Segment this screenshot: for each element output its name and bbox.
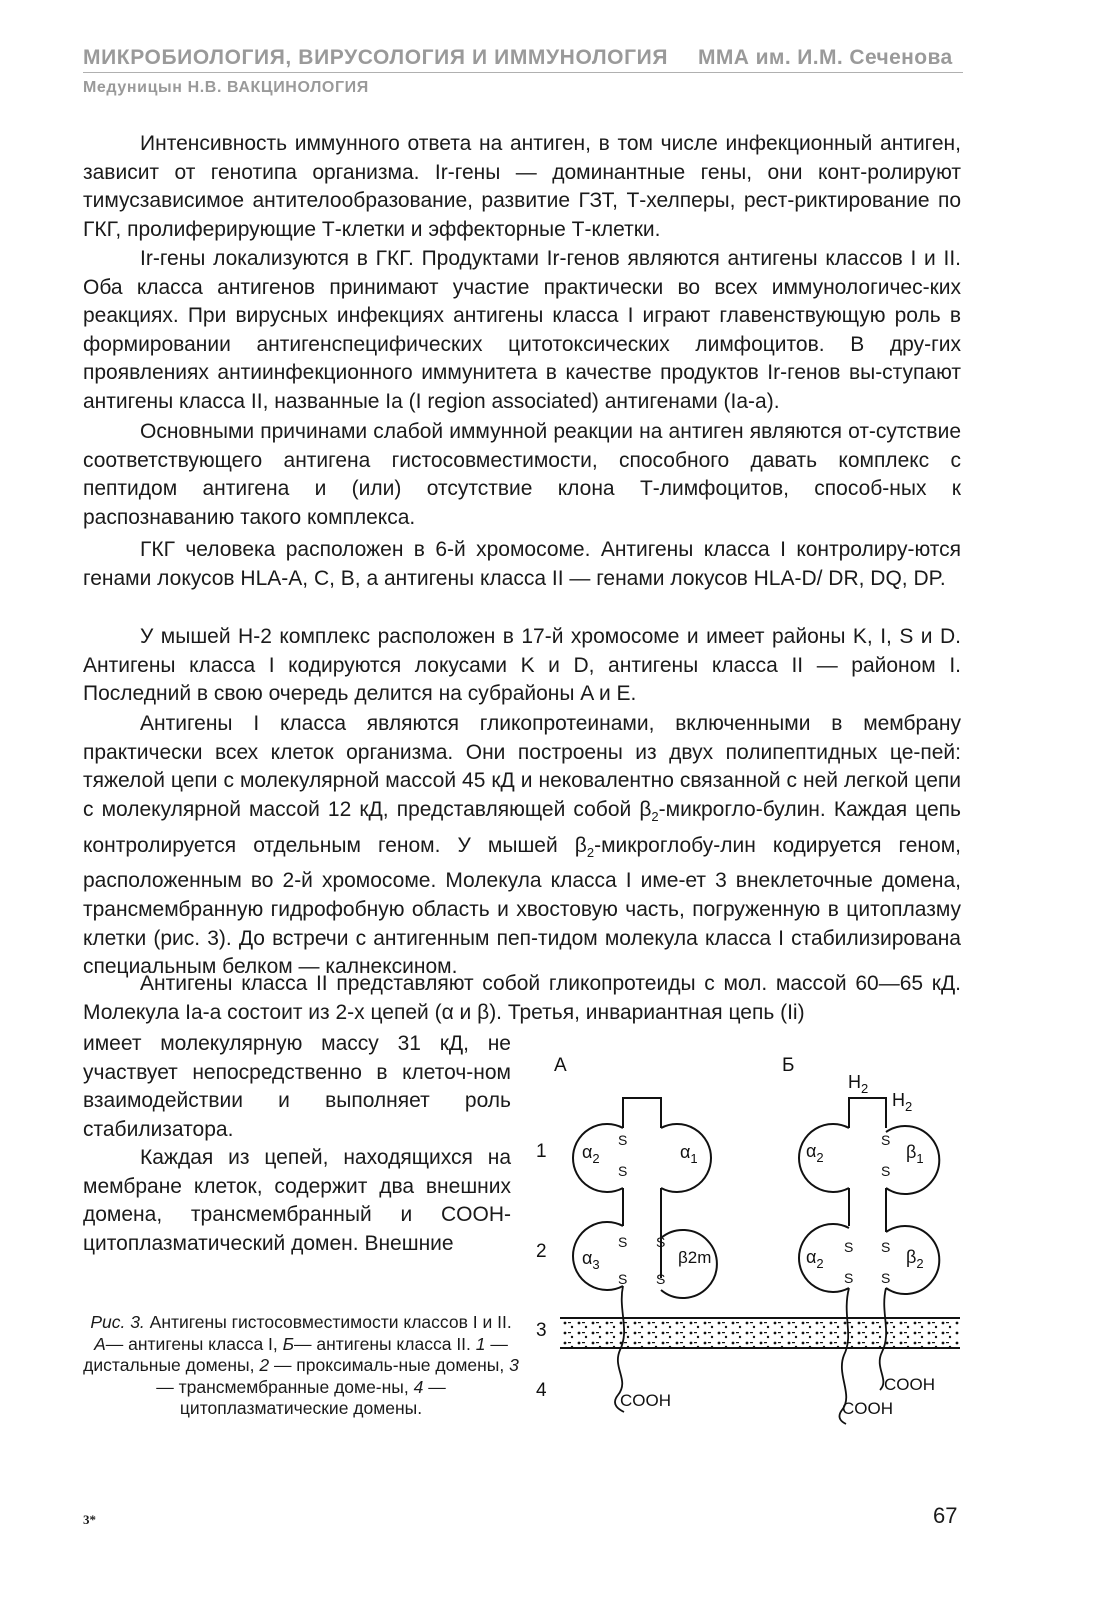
b-label-alpha: $\alpha_2$: [806, 1141, 824, 1165]
disulfide-s: S: [844, 1239, 854, 1255]
paragraph-8: имеет молекулярную массу 31 кД, не участвует непосредственно в клеточ-ном взаимодействии и выполняет роль стабилизатора.: [83, 1032, 511, 1141]
caption-num-4: 4: [413, 1376, 424, 1397]
caption-text-2: — проксималь-ные домены,: [273, 1355, 505, 1375]
h2-label: $H_2$: [892, 1090, 913, 1114]
a-label-alpha2: $\alpha_2$: [582, 1142, 600, 1166]
subscript-2: 2: [651, 808, 659, 824]
a-label-alpha1: $\alpha_1$: [680, 1142, 698, 1166]
alpha3-domain: [573, 1222, 623, 1290]
paragraph-7: Антигены класса II представляют собой гликопротеиды с мол. массой 60—65 кД. Молекула Ia-a состоит из 2-х цепей (α и β). Третья, инвариантная цепь (Ii): [83, 972, 961, 1024]
running-header-book: Медуницын Н.В. ВАКЦИНОЛОГИЯ: [83, 79, 369, 96]
row-label-3: 3: [536, 1320, 547, 1341]
paragraph-3: Основными причинами слабой иммунной реакции на антиген являются от-сутствие соответствующего антигена гистосовместимости, способного давать комплекс с пептидом антигена и (или) отсутствие клона Т-лимфоцитов, способ-ных к распознаванию такого комплекса.: [83, 420, 961, 529]
a-cooh: COOH: [620, 1391, 671, 1410]
a-label-alpha3: $\alpha_3$: [582, 1248, 600, 1272]
caption-text-1: — дистальные домены,: [83, 1333, 508, 1375]
page-number: 67: [933, 1503, 958, 1528]
disulfide-s: S: [881, 1239, 891, 1255]
disulfide-s: S: [844, 1270, 854, 1286]
disulfide-s: S: [618, 1132, 628, 1148]
row-label-1: 1: [536, 1141, 547, 1162]
class-ii-molecule: [799, 1072, 939, 1424]
disulfide-s: S: [618, 1234, 628, 1250]
header-rule: [83, 72, 963, 73]
paragraph-6: [83, 710, 961, 982]
caption-label-a: А: [94, 1333, 106, 1354]
b-label-alpha2: $\alpha_2$: [806, 1247, 824, 1271]
row-label-4: 4: [536, 1380, 547, 1401]
b-label-beta2: $\beta_2$: [906, 1247, 924, 1271]
b-cooh-beta: COOH: [884, 1375, 935, 1394]
caption-label-b: Б: [282, 1333, 295, 1354]
paragraph-2: Ir-гены локализуются в ГКГ. Продуктами Ir-генов являются антигены классов I и II. Оба класса антигенов принимают участие практически во всех иммунологичес-ких реакциях. При вирусных инфекциях антигены класса I играют главенствующую роль в формировании антигенспецифических цитотоксических лимфоцитов. В дру-гих проявлениях антиинфекционного иммунитета в качестве продуктов Ir-генов вы-ступают антигены класса II, названные Ia (I region associated) антигенами (Ia-a).: [83, 247, 961, 413]
caption-text-4: — цитоплазматические домены.: [179, 1376, 446, 1418]
caption-text-a: — антигены класса I,: [105, 1333, 278, 1354]
signature-mark: 3*: [83, 1512, 96, 1527]
a-label-beta2m: β2m: [678, 1248, 712, 1267]
caption-figure-label: Рис. 3.: [90, 1312, 145, 1332]
h2-label: $H_2$: [848, 1072, 869, 1096]
disulfide-s: S: [881, 1163, 891, 1179]
caption-title: Антигены гистосовместимости классов I и II.: [149, 1312, 512, 1332]
paragraph-4: ГКГ человека расположен в 6-й хромосоме. Антигены класса I контролиру-ются генами локусов HLA-A, C, B, а антигены класса II — генами локусов HLA-D/ DR, DQ, DP.: [83, 538, 961, 590]
subscript-2: 2: [586, 844, 595, 860]
paragraph-1: Интенсивность иммунного ответа на антиген, в том числе инфекционный антиген, зависит от генотипа организма. Ir-гены — доминантные гены, они конт-ролируют тимусзависимое антителообразование, развитие ГЗТ, Т-хелперы, рест-риктирование по ГКГ, пролиферирующие Т-клетки и эффекторные Т-клетки.: [83, 132, 961, 241]
disulfide-s: S: [656, 1234, 666, 1250]
disulfide-s: S: [618, 1163, 628, 1179]
disulfide-s: S: [656, 1271, 666, 1287]
caption-num-3: 3: [509, 1355, 519, 1375]
running-header-title: МИКРОБИОЛОГИЯ, ВИРУСОЛОГИЯ И ИММУНОЛОГИЯ: [83, 46, 669, 69]
disulfide-s: S: [881, 1270, 891, 1286]
caption-text-b: — антигены класса II.: [294, 1333, 471, 1354]
b-cooh-alpha: COOH: [842, 1399, 893, 1418]
figure-caption: [83, 1312, 519, 1420]
caption-num-1: 1: [475, 1333, 486, 1354]
row-label-2: 2: [536, 1241, 547, 1262]
paragraph-6-part-c: -микроглобу-лин кодируется геном, расположенным во 2-й хромосоме. Молекула класса I име-ет 3 внеклеточные домена, трансмембранную гидрофобную область и хвостовую часть, погруженную в цитоплазму клетки (рис. 3). До встречи с антигенным пеп-тидом молекула класса I стабилизирована специальным белком — калнексином.: [83, 833, 961, 979]
disulfide-s: S: [881, 1132, 891, 1148]
caption-num-2: 2: [259, 1355, 270, 1375]
caption-text-3: — трансмембранные доме-ны,: [156, 1376, 409, 1397]
paragraph-9: Каждая из цепей, находящихся на мембране клеток, содержит два внешних домена, трансмембранный и COOH-цитоплазматический домен. Внешние: [83, 1146, 511, 1255]
disulfide-s: S: [618, 1271, 628, 1287]
paragraph-6-part-b: -микрогло-булин. Каждая цепь контролируется отдельным геном. У мышей β: [83, 797, 961, 857]
paragraph-6-part-a: Антигены I класса являются гликопротеинами, включенными в мембрану практически всех клеток организма. Они построены из двух полипептидных це-пей: тяжелой цепи с молекулярной массой 45 кД и нековалентно связанной с ней легкой цепи с молекулярной массой 12 кД, представляющей собой β: [83, 712, 961, 821]
class-i-molecule: [573, 1098, 717, 1412]
panel-label-b: Б: [782, 1055, 795, 1076]
running-header-publisher: ММА им. И.М. Сеченова: [698, 46, 953, 69]
b-label-beta1: $\beta_1$: [906, 1142, 924, 1166]
cell-membrane: [560, 1318, 960, 1348]
mhc-molecule-diagram: [520, 1050, 960, 1490]
panel-label-a: А: [554, 1055, 567, 1076]
paragraph-5: У мышей H-2 комплекс расположен в 17-й хромосоме и имеет районы K, I, S и D. Антигены класса I кодируются локусами K и D, антигены класса II — районом I. Последний в свою очередь делится на субрайоны A и E.: [83, 625, 961, 706]
